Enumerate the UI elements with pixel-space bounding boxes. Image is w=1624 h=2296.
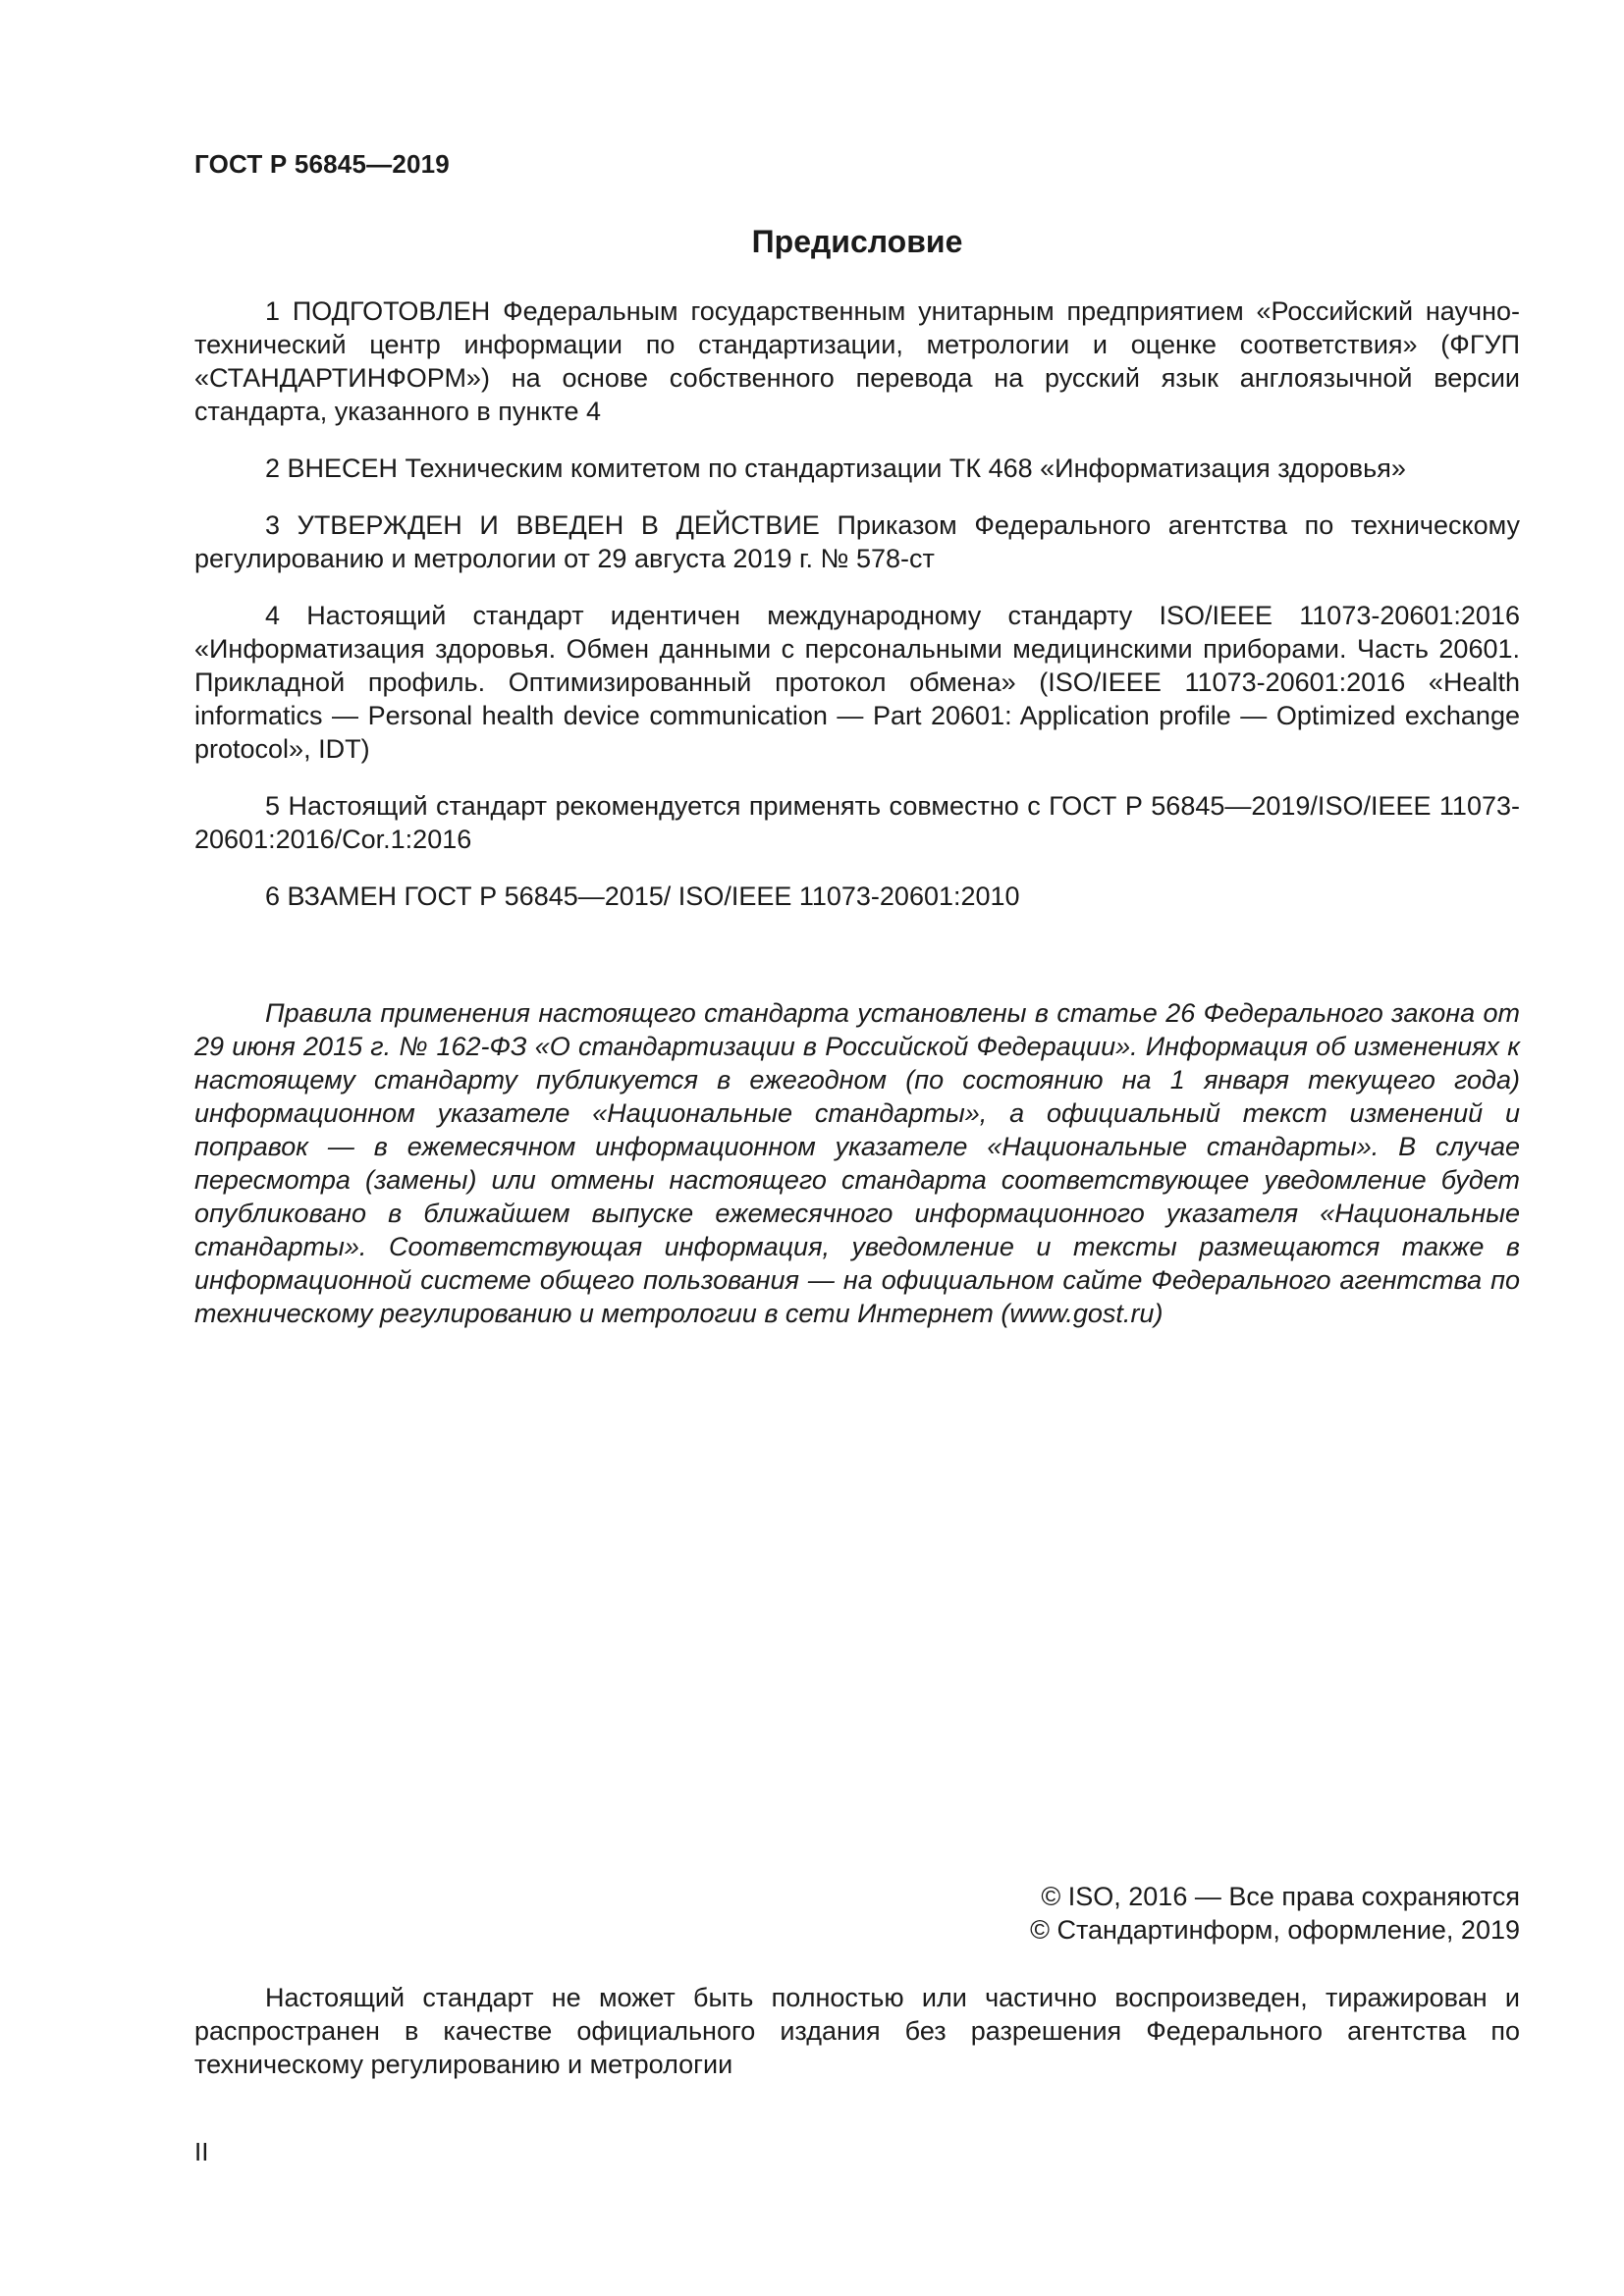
page-title: Предисловие [751,224,963,259]
paragraph-recommended: 5 Настоящий стандарт рекомендуется применять совместно с ГОСТ Р 56845—2019/ISO/IEEE 11073-20601:2016/Cor.1:2016 [194,791,1520,854]
copyright-block [1030,1880,1520,1947]
reproduction-notice: Настоящий стандарт не может быть полностью или частично воспроизведен, тиражирован и распространен в качестве официального издания без разрешения Федерального агентства по техническому регулированию и метрологии [194,1983,1520,2079]
document-code: ГОСТ Р 56845—2019 [194,149,450,179]
paragraph-replaces: 6 ВЗАМЕН ГОСТ Р 56845—2015/ ISO/IEEE 11073-20601:2010 [265,881,1020,911]
page-number: II [194,2137,209,2166]
paragraph-approved: 3 УТВЕРЖДЕН И ВВЕДЕН В ДЕЙСТВИЕ Приказом Федерального агентства по техническому регулированию и метрологии от 29 августа 2019 г. № 578-ст [194,510,1520,573]
paragraph-prepared: 1 ПОДГОТОВЛЕН Федеральным государственным унитарным предприятием «Российский научно-технический центр информации по стандартизации, метрологии и оценке соответствия» (ФГУП «СТАНДАРТИНФОРМ») на основе собственного перевода на русский язык англоязычной версии стандарта, указанного в пункте 4 [194,296,1520,426]
paragraph-identical: 4 Настоящий стандарт идентичен международному стандарту ISO/IEEE 11073-20601:2016 «Информатизация здоровья. Обмен данными с персональными медицинскими приборами. Часть 20601. Прикладной профиль. Оптимизированный протокол обмена» (ISO/IEEE 11073-20601:2016 «Health informatics — Personal health device communication — Part 20601: Application profile — Optimized exchange protocol», IDT) [194,601,1520,764]
foreword-body [194,294,1520,936]
copyright-iso: © ISO, 2016 — Все права сохраняются [1041,1882,1520,1911]
copyright-standartinform: © Стандартинформ, оформление, 2019 [1030,1915,1520,1945]
application-rules-text: Правила применения настоящего стандарта установлены в статье 26 Федерального закона от 29 июня 2015 г. № 162-ФЗ «О стандартизации в Российской Федерации». Информация об изменениях к настоящему стандарту публикуется в ежегодном (по состоянию на 1 января текущего года) информационном указателе «Национальные стандарты», а официальный текст изменений и поправок — в ежемесячном информационном указателе «Национальные стандарты». В случае пересмотра (замены) или отмены настоящего стандарта соответствующее уведомление будет опубликовано в ближайшем выпуске ежемесячного информационного указателя «Национальные стандарты». Соответствующая информация, уведомление и тексты размещаются также в информационной системе общего пользования — на официальном сайте Федерального агентства по техническому регулированию и метрологии в сети Интернет (www.gost.ru) [194,998,1520,1328]
paragraph-introduced: 2 ВНЕСЕН Техническим комитетом по стандартизации ТК 468 «Информатизация здоровья» [265,454,1406,483]
